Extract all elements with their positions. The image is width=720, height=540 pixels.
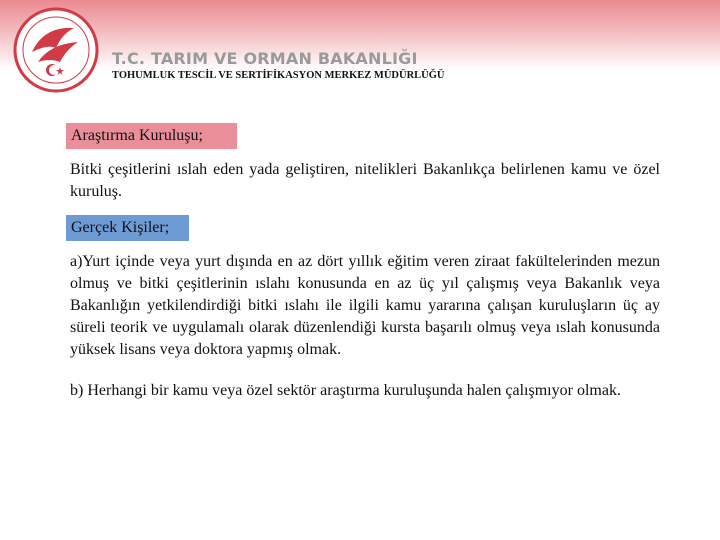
directorate-title: TOHUMLUK TESCİL VE SERTİFİKASYON MERKEZ MÜDÜRLÜĞÜ [112,70,445,81]
section-text-persons-b: b) Herhangi bir kamu veya özel sektör araştırma kuruluşunda halen çalışmıyor olmak. [70,382,621,399]
ministry-title: T.C. TARIM VE ORMAN BAKANLIĞI [112,49,418,68]
ministry-logo [4,4,108,94]
section-label-research: Araştırma Kuruluşu; [66,123,237,149]
section-label-persons: Gerçek Kişiler; [66,215,189,241]
section-text-research: Bitki çeşitlerini ıslah eden yada geliştiren, nitelikleri Bakanlıkça belirlenen kamu ve özel kuruluş. [70,161,660,200]
section-text-persons-a: a)Yurt içinde veya yurt dışında en az dört yıllık eğitim veren ziraat fakültelerinden mezun olmuş ve bitki çeşitlerinin ıslahı konusunda en az üç yıl çalışmış veya Bakanlık veya Bakanlığın yetkilendirdiği bitki ıslahı ile ilgili kamu yararına çalışan kuruluşların üç ay süreli teorik ve uygulamalı olarak düzenlendiği kursta başarılı olmuş veya ıslah konusunda yüksek lisans veya doktora yapmış olmak. [70,253,660,358]
